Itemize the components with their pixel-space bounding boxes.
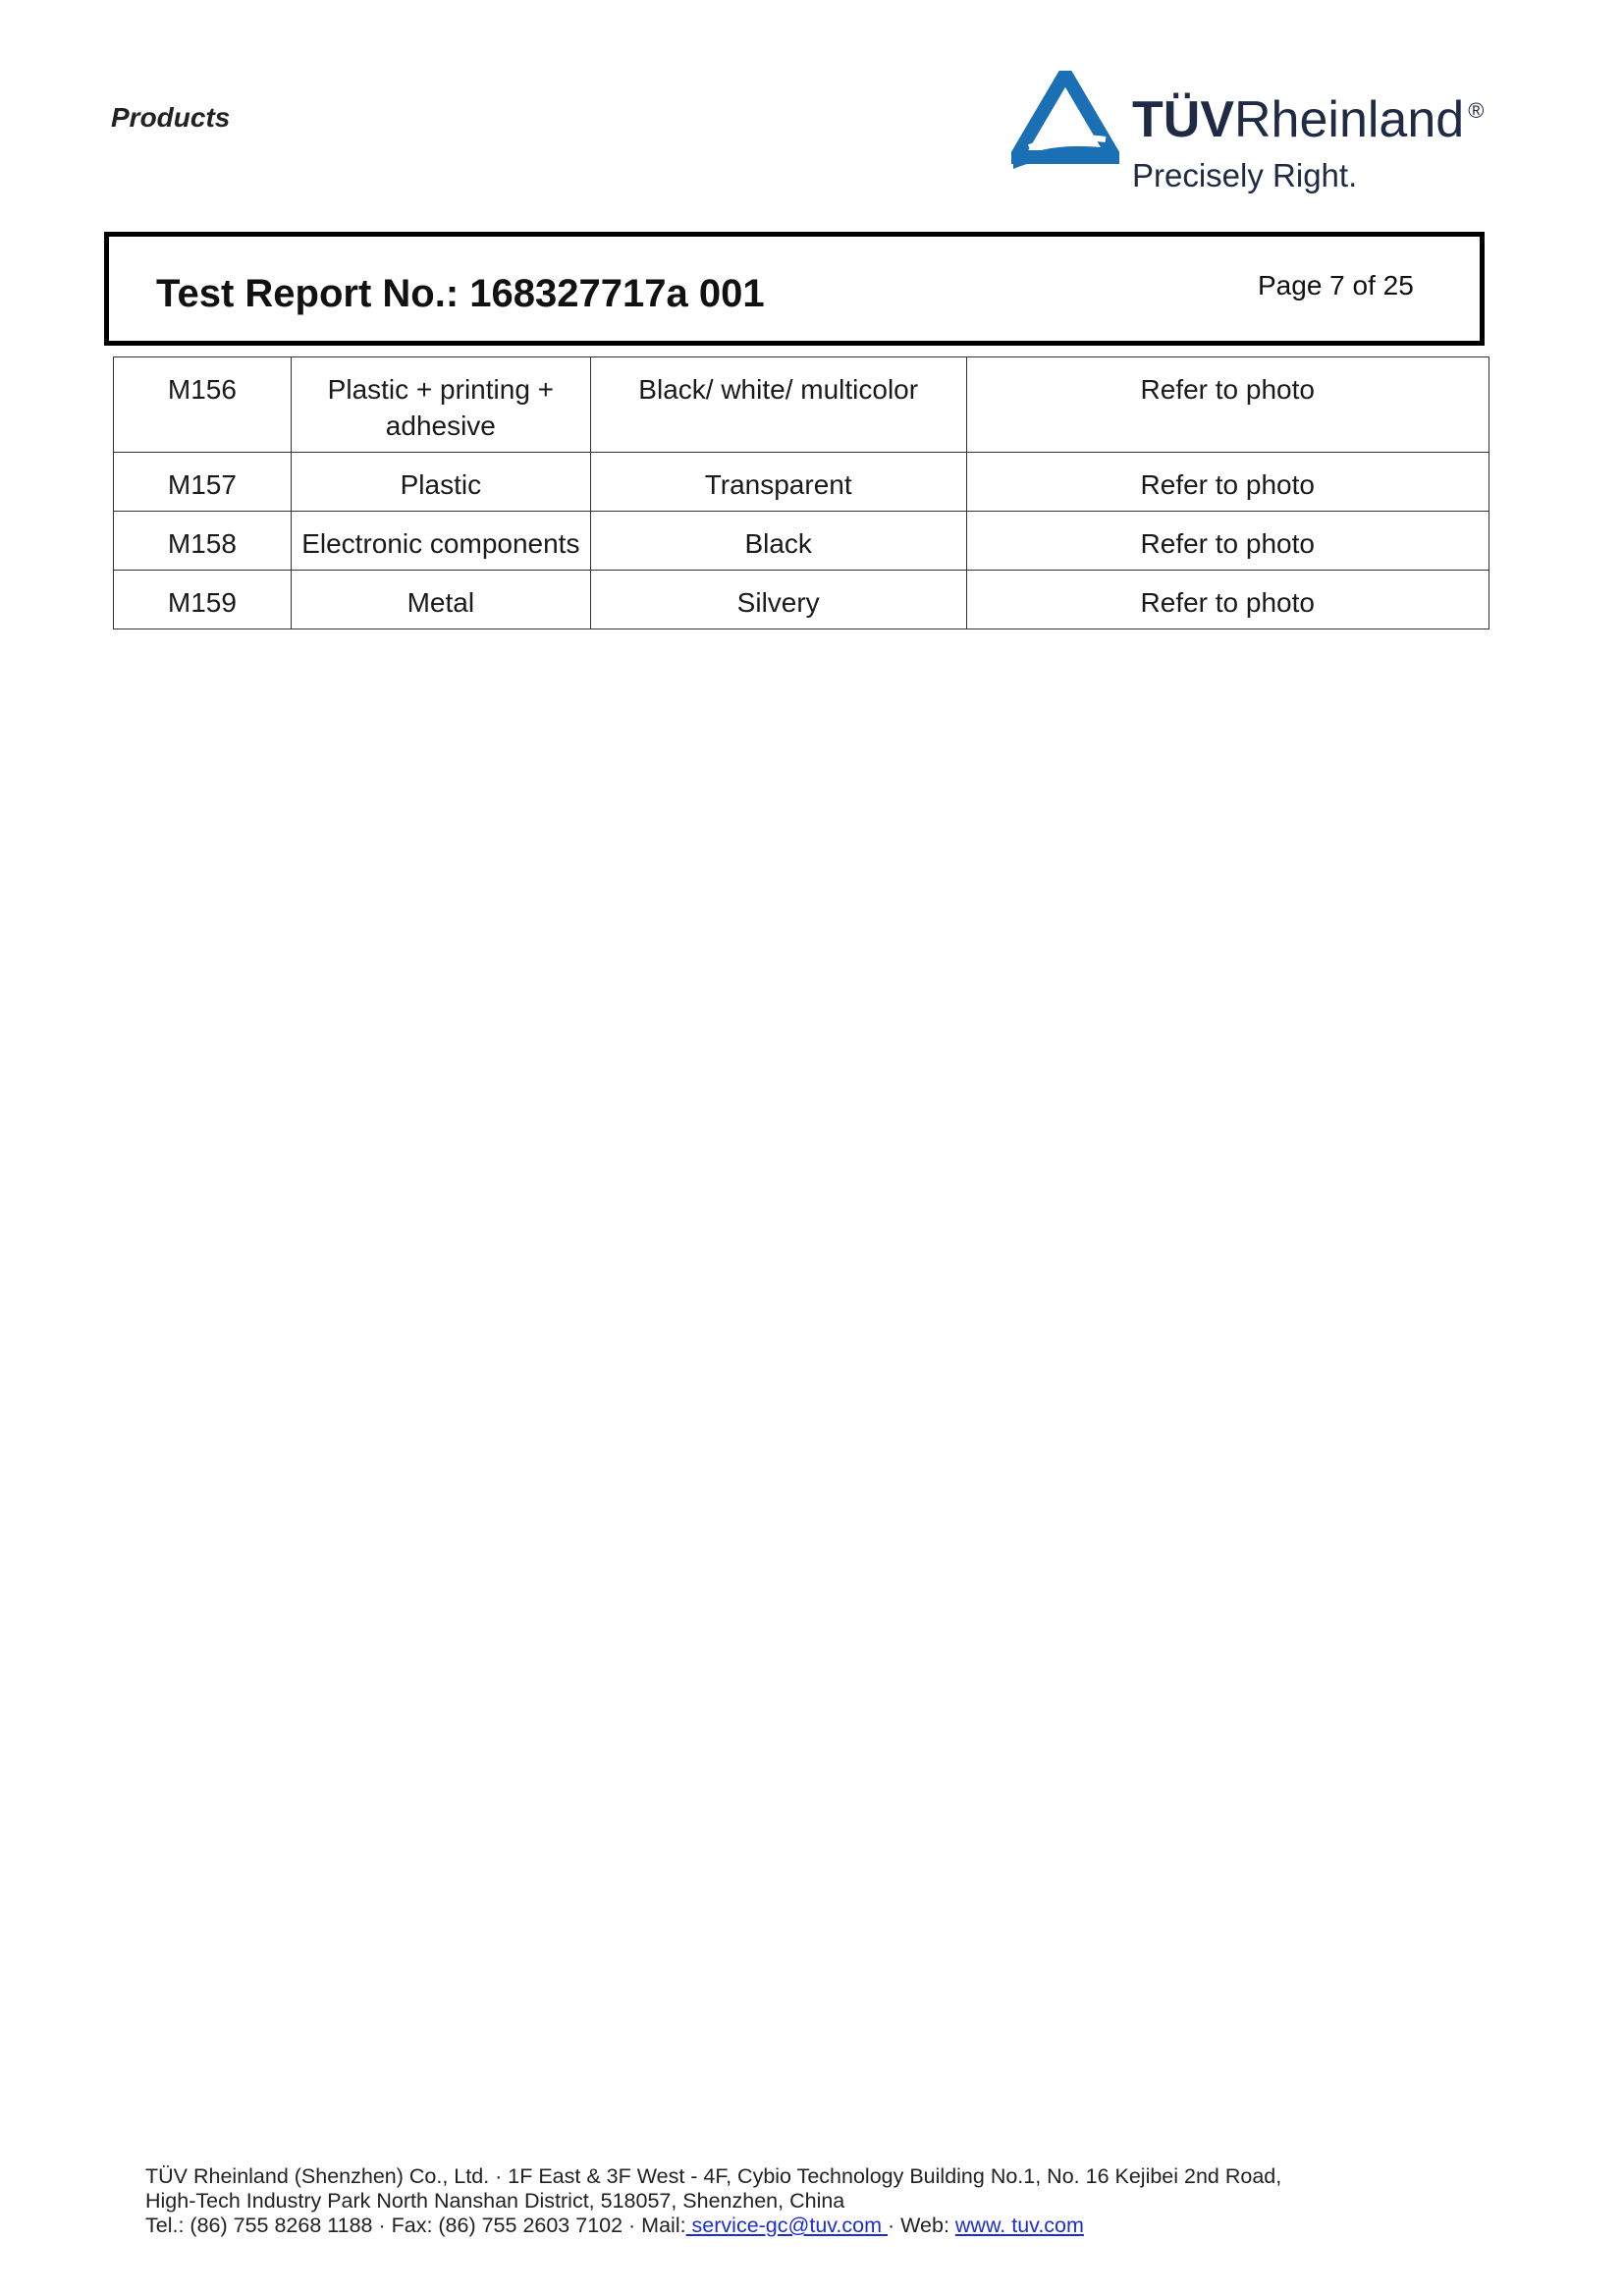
cell-material: Electronic components: [291, 512, 590, 571]
registered-mark: ®: [1468, 98, 1485, 123]
cell-remark: Refer to photo: [966, 453, 1489, 512]
report-title: Test Report No.: 168327717a 001: [156, 272, 765, 315]
page-number: Page 7 of 25: [1258, 270, 1414, 301]
footer: [145, 2164, 1281, 2238]
table-row: [114, 357, 1489, 453]
footer-web-link[interactable]: www. tuv.com: [954, 2214, 1084, 2237]
cell-id: M158: [114, 512, 292, 571]
cell-remark: Refer to photo: [966, 357, 1489, 453]
brand-name-bold: TÜV: [1132, 91, 1234, 148]
cell-remark: Refer to photo: [966, 512, 1489, 571]
footer-address-line2: High-Tech Industry Park North Nanshan District, 518057, Shenzhen, China: [145, 2189, 845, 2213]
cell-id: M159: [114, 571, 292, 629]
cell-id: M156: [114, 357, 292, 453]
footer-contact-line: [145, 2214, 1281, 2238]
footer-web-label: · Web:: [888, 2214, 955, 2237]
section-label: Products: [111, 102, 231, 133]
footer-address-line1: TÜV Rheinland (Shenzhen) Co., Ltd. · 1F East & 3F West - 4F, Cybio Technology Building No.1, No. 16 Kejibei 2nd Road,: [145, 2164, 1282, 2188]
brand-name-regular: Rheinland: [1234, 91, 1465, 148]
footer-mail-link[interactable]: service-gc@tuv.com: [685, 2214, 888, 2237]
table-row: [114, 571, 1489, 629]
triangle-logo-icon: [1011, 71, 1119, 169]
cell-color: Silvery: [590, 571, 966, 629]
brand-tagline: Precisely Right.: [1132, 157, 1358, 193]
cell-color: Black: [590, 512, 966, 571]
report-header-box: [104, 232, 1485, 346]
table-row: [114, 512, 1489, 571]
cell-remark: Refer to photo: [966, 571, 1489, 629]
cell-material: Plastic: [291, 453, 590, 512]
footer-phone-fax: Tel.: (86) 755 8268 1188 · Fax: (86) 755 2603 7102 · Mail:: [145, 2214, 686, 2237]
cell-id: M157: [114, 453, 292, 512]
cell-color: Transparent: [590, 453, 966, 512]
cell-material: Metal: [291, 571, 590, 629]
table-row: [114, 453, 1489, 512]
brand-name: [1132, 90, 1484, 149]
materials-table: [113, 356, 1489, 629]
tuv-rheinland-logo: [1011, 71, 1492, 198]
cell-color: Black/ white/ multicolor: [590, 357, 966, 453]
cell-material: Plastic + printing + adhesive: [291, 357, 590, 453]
